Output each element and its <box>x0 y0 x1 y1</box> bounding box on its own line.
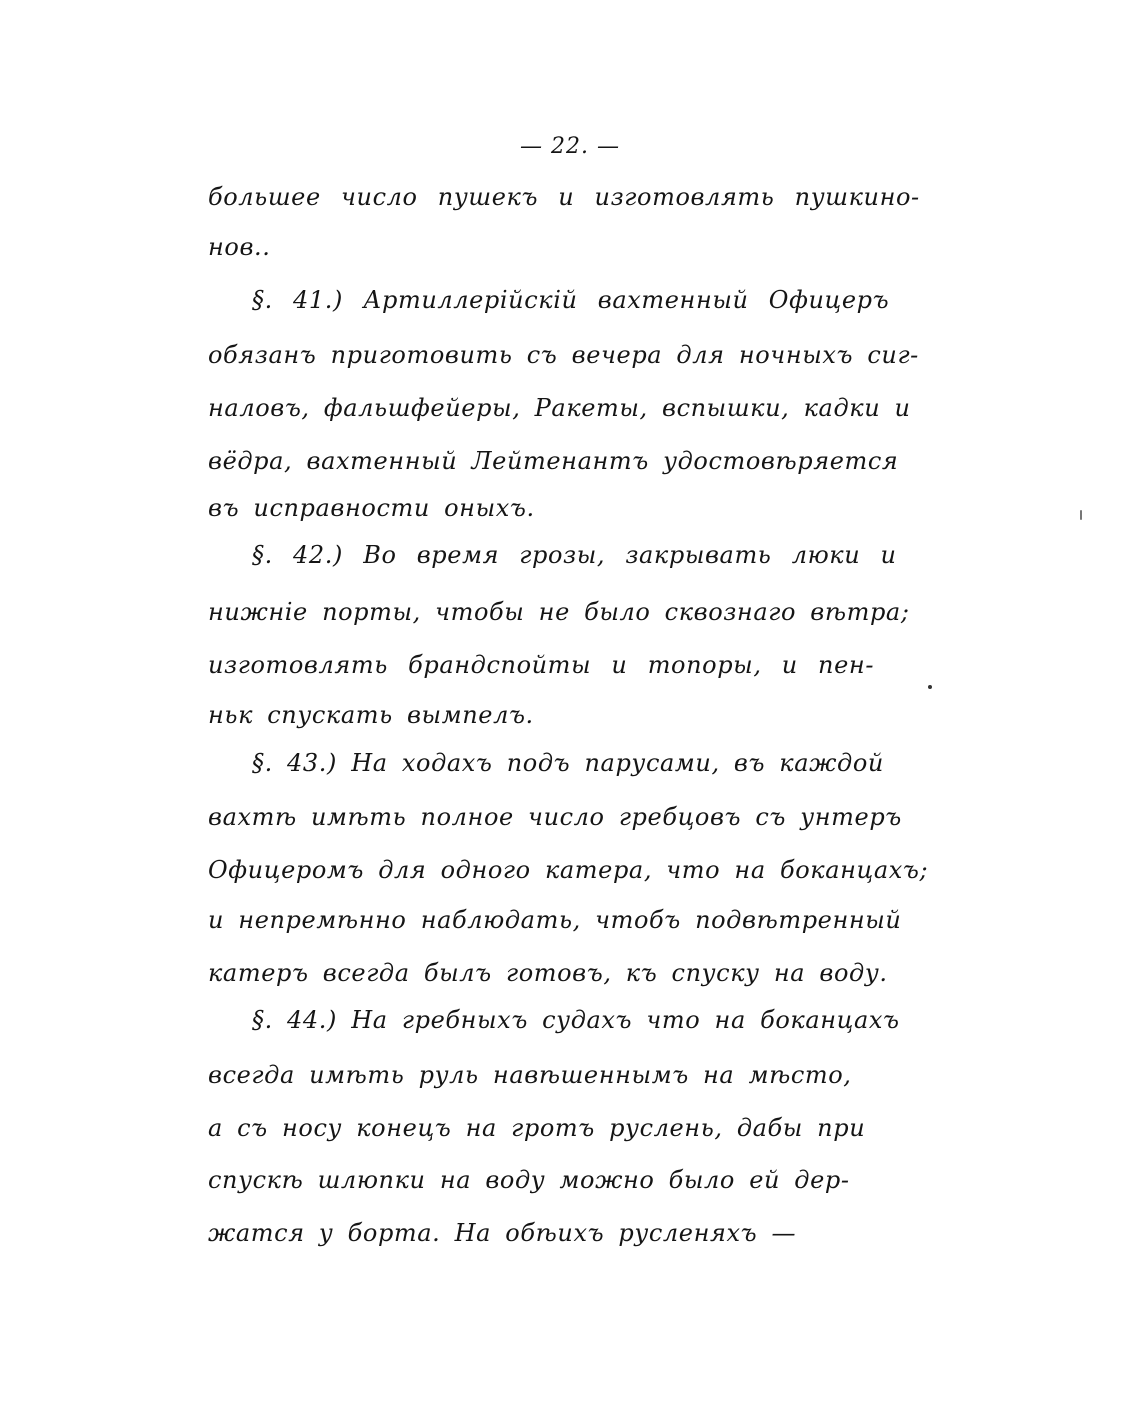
page-number: — 22. — <box>520 134 620 159</box>
text-line: въ исправности оныхъ. <box>208 494 535 522</box>
text-line: спускѣ шлюпки на воду можно было ей дер- <box>208 1166 850 1194</box>
paragraph-41-heading-line: §. 41.) Артиллерiйскiй вахтенный Офицеръ <box>252 286 890 314</box>
text-line: изготовлять брандспойты и топоры, и пен- <box>208 651 875 679</box>
text-line: нов.. <box>208 233 271 261</box>
text-line: большее число пушекъ и изготовлять пушкино- <box>208 183 920 211</box>
ink-dot <box>928 685 932 689</box>
text-line: нижнiе порты, чтобы не было сквознаго вѣтра; <box>208 598 910 626</box>
text-line: всегда имѣть руль навѣшеннымъ на мѣсто, <box>208 1061 852 1089</box>
paragraph-44-heading-line: §. 44.) На гребныхъ судахъ что на боканцахъ <box>252 1006 900 1034</box>
text-line: а съ носу конецъ на гротъ руслень, дабы при <box>208 1114 866 1142</box>
text-line: катеръ всегда былъ готовъ, къ спуску на воду. <box>208 959 888 987</box>
text-line: вахтѣ имѣть полное число гребцовъ съ унтеръ <box>208 803 902 831</box>
text-line: жатся у борта. На обѣихъ русленяхъ — <box>208 1219 797 1247</box>
scan-mark <box>1080 510 1082 520</box>
paragraph-43-heading-line: §. 43.) На ходахъ подъ парусами, въ каждой <box>252 749 884 777</box>
text-line: обязанъ приготовить съ вечера для ночныхъ сиг- <box>208 341 919 369</box>
text-line: ньк спускать вымпелъ. <box>208 701 534 729</box>
text-line: и непремѣнно наблюдать, чтобъ подвѣтренный <box>208 906 902 934</box>
paragraph-42-heading-line: §. 42.) Во время грозы, закрывать люки и <box>252 541 897 569</box>
text-line: вёдра, вахтенный Лейтенантъ удостовѣряется <box>208 447 899 475</box>
text-line: наловъ, фальшфейеры, Ракеты, вспышки, кадки и <box>208 394 911 422</box>
text-line: Офицеромъ для одного катера, что на боканцахъ; <box>208 856 929 884</box>
